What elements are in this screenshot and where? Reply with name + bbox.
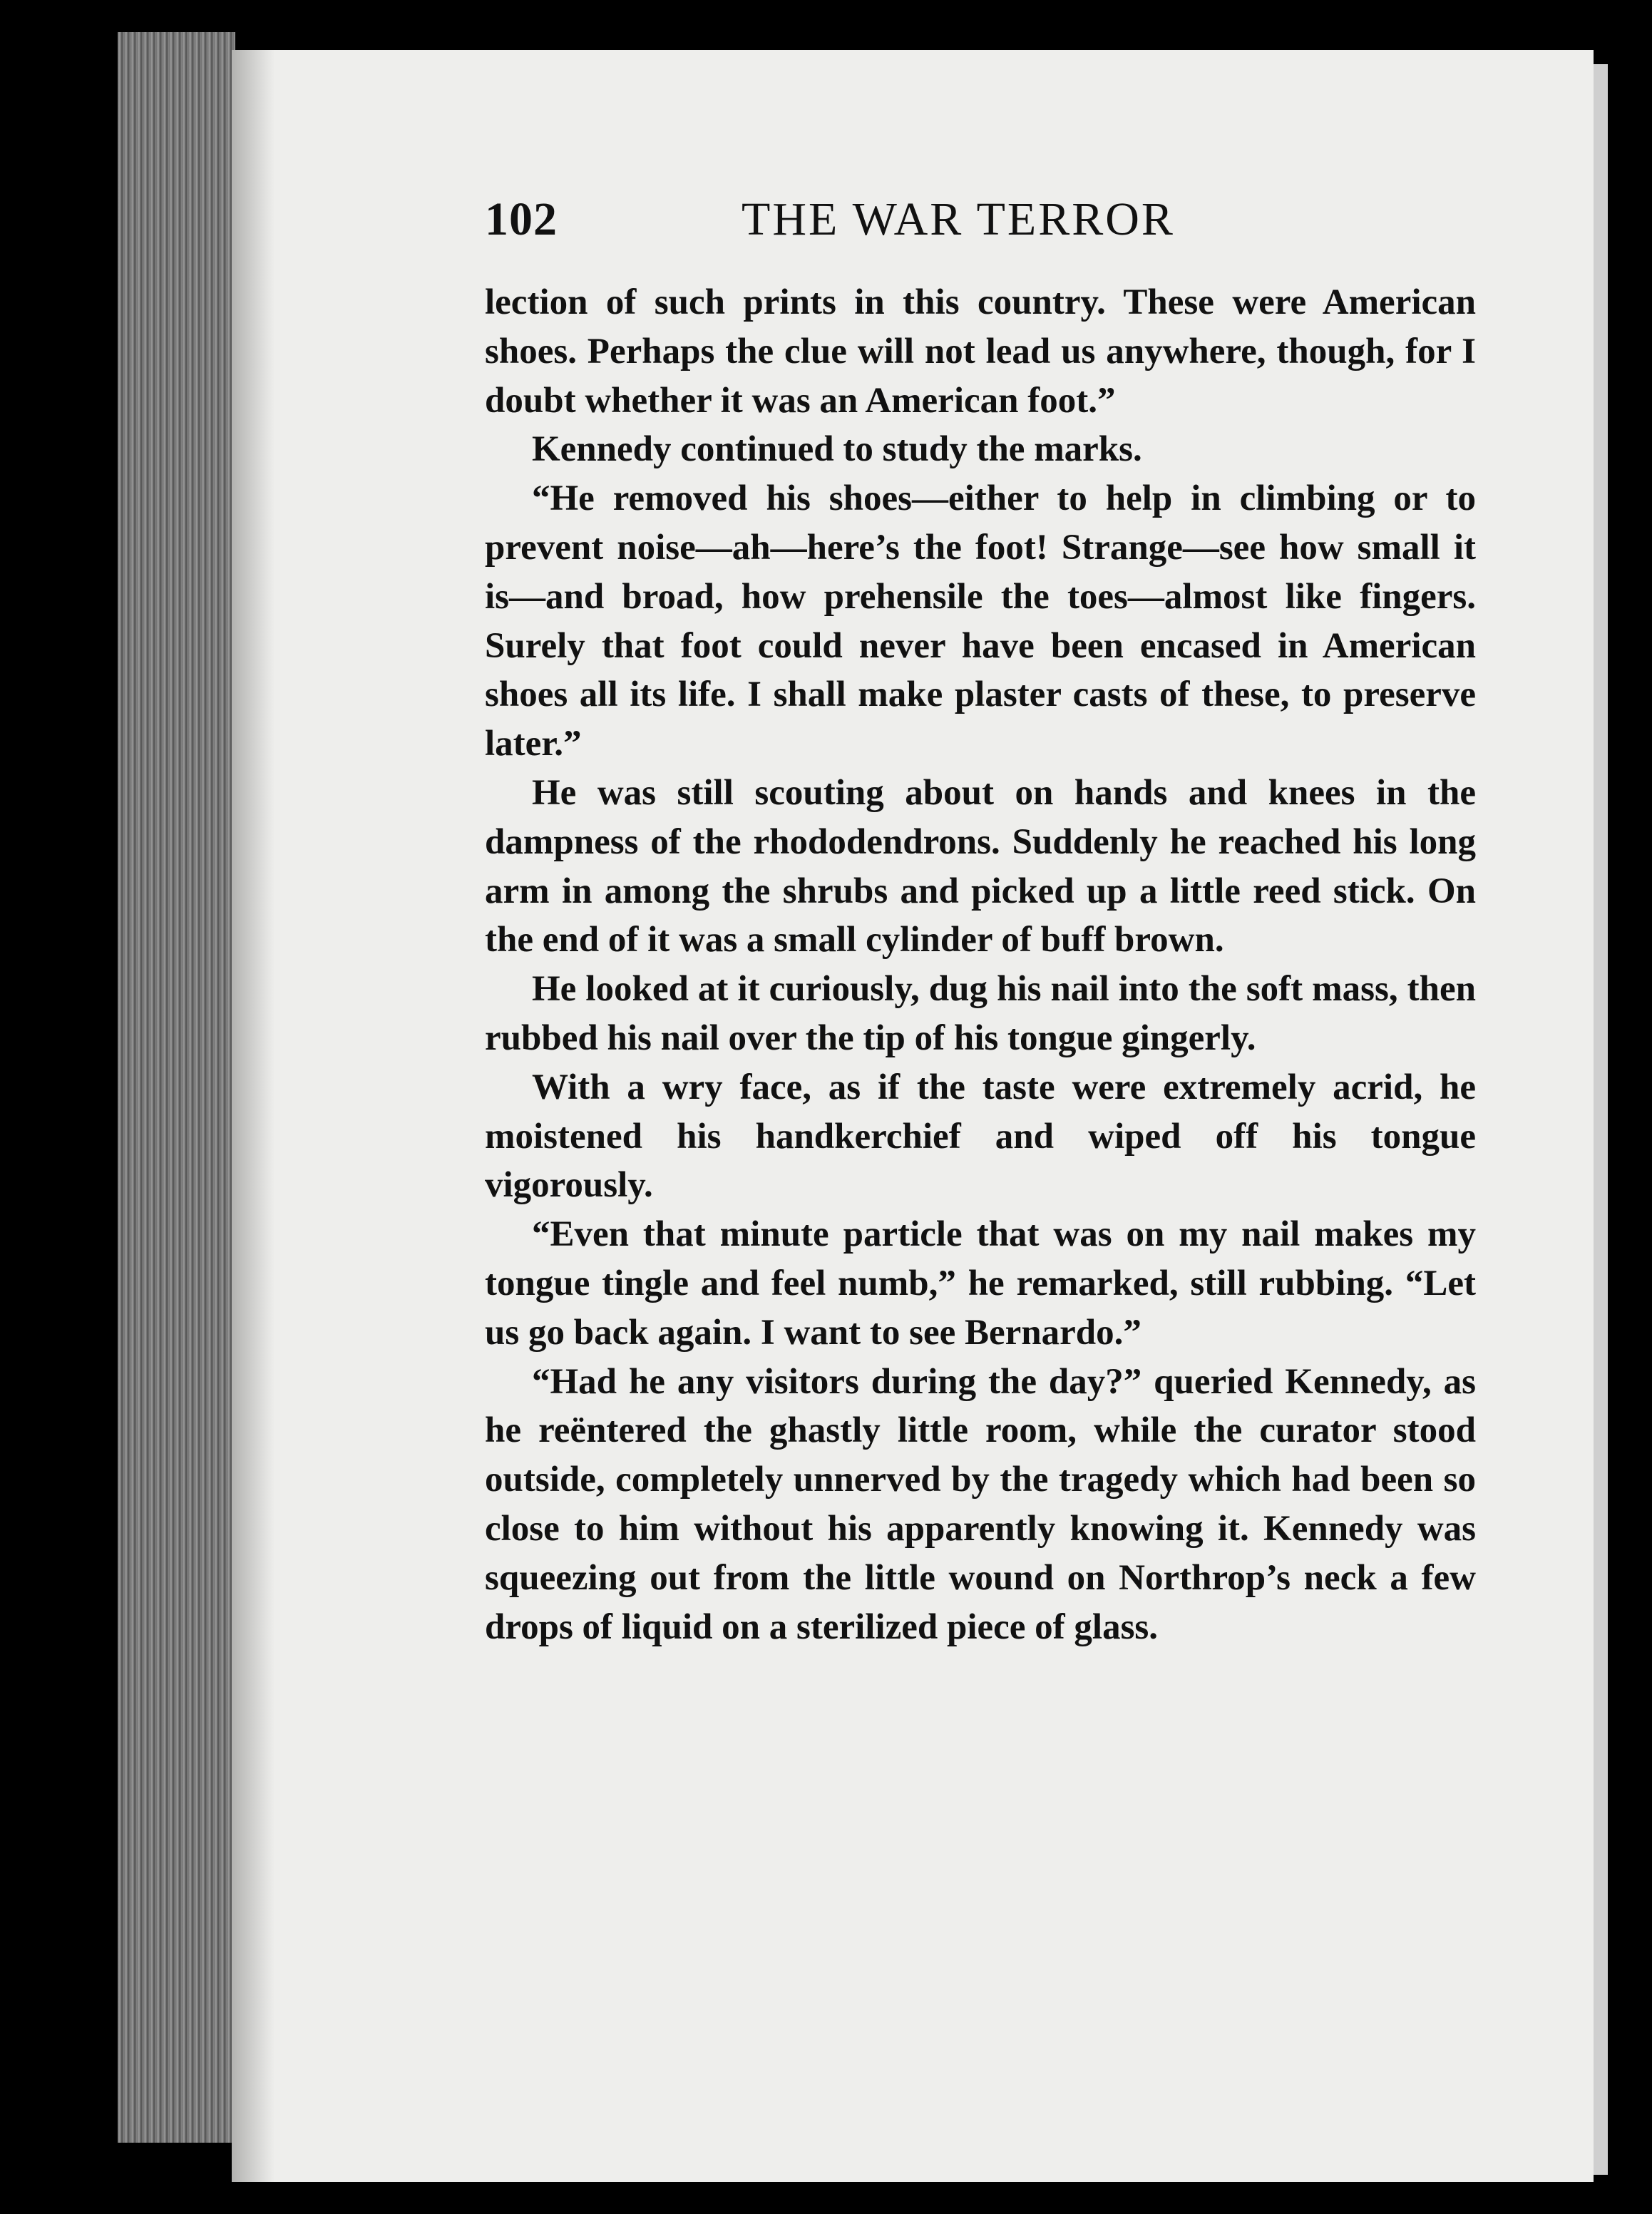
paragraph: With a wry face, as if the taste were extremely acrid, he moistened his handkerchief and wiped off his tongue vigorously. [485, 1067, 1476, 1206]
running-title: THE WAR TERROR [742, 193, 1175, 245]
body-text [485, 278, 1476, 1651]
paragraph: He was still scouting about on hands and knees in the dampness of the rhododendrons. Suddenly he reached his long arm in among the shrubs and picked up a little reed stick. On the end of it was a small cylinder of buff brown. [485, 772, 1476, 960]
paragraph: “Even that minute particle that was on my nail makes my tongue tingle and feel numb,” he remarked, still rubbing. “Let us go back again. I want to see Bernardo.” [485, 1214, 1476, 1353]
paragraph: Kennedy continued to study the marks. [532, 429, 1142, 470]
paragraph: He looked at it curiously, dug his nail into the soft mass, then rubbed his nail over the tip of his tongue gingerly. [485, 969, 1476, 1058]
paragraph: “He removed his shoes—either to help in climbing or to prevent noise—ah—here’s the foot! Strange—see how small it is—and broad, how prehensile the toes—almost like fingers. Surely that foot could never have been encased in American shoes all its life. I shall make plaster casts of these, to preserve later.” [485, 478, 1476, 764]
page-number: 102 [485, 193, 558, 245]
paragraph: lection of such prints in this country. These were American shoes. Perhaps the clue will not lead us anywhere, though, for I doubt whether it was an American foot.” [485, 282, 1476, 421]
paragraph: “Had he any visitors during the day?” queried Kennedy, as he reëntered the ghastly little room, while the curator stood outside, completely unnerved by the tragedy which had been so close to him without his apparently knowing it. Kennedy was squeezing out from the little wound on Northrop’s neck a few drops of liquid on a sterilized piece of glass. [485, 1361, 1476, 1647]
page-edge [118, 32, 235, 2143]
page-header [485, 193, 1476, 257]
gutter-shadow [232, 50, 275, 2182]
facing-page-edge [1594, 64, 1608, 2175]
